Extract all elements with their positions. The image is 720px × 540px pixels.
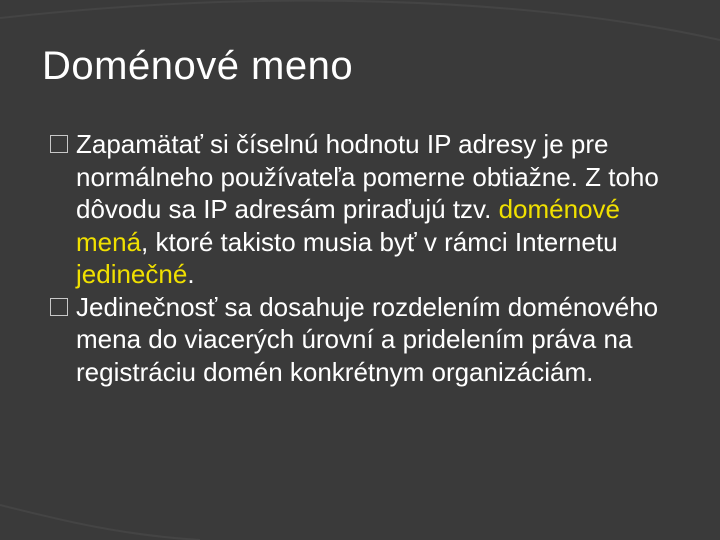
bullet-text-segment: Jedinečnosť sa dosahuje rozdelením doménového mena do viacerých úrovní a pridelením práva na registráciu domén konkrétnym organizáciám. bbox=[76, 291, 659, 387]
square-bullet-icon bbox=[50, 298, 68, 316]
highlighted-term: doménové mená bbox=[76, 194, 620, 257]
bullet-list bbox=[50, 128, 690, 388]
slide-title: Doménové meno bbox=[42, 44, 354, 88]
bullet-item bbox=[50, 291, 690, 389]
square-bullet-icon bbox=[50, 135, 68, 153]
highlighted-term: jedinečné bbox=[76, 259, 188, 289]
bullet-text-segment: , ktoré takisto musia byť v rámci Internetu bbox=[141, 226, 618, 257]
bullet-item bbox=[50, 128, 690, 291]
bullet-text-segment: . bbox=[187, 259, 195, 289]
bullet-text-segment: Zapamätať si číselnú hodnotu IP adresy je pre normálneho používateľa pomerne obtiažne. Z toho dôvodu sa IP adresám priraďujú tzv. bbox=[76, 129, 659, 224]
